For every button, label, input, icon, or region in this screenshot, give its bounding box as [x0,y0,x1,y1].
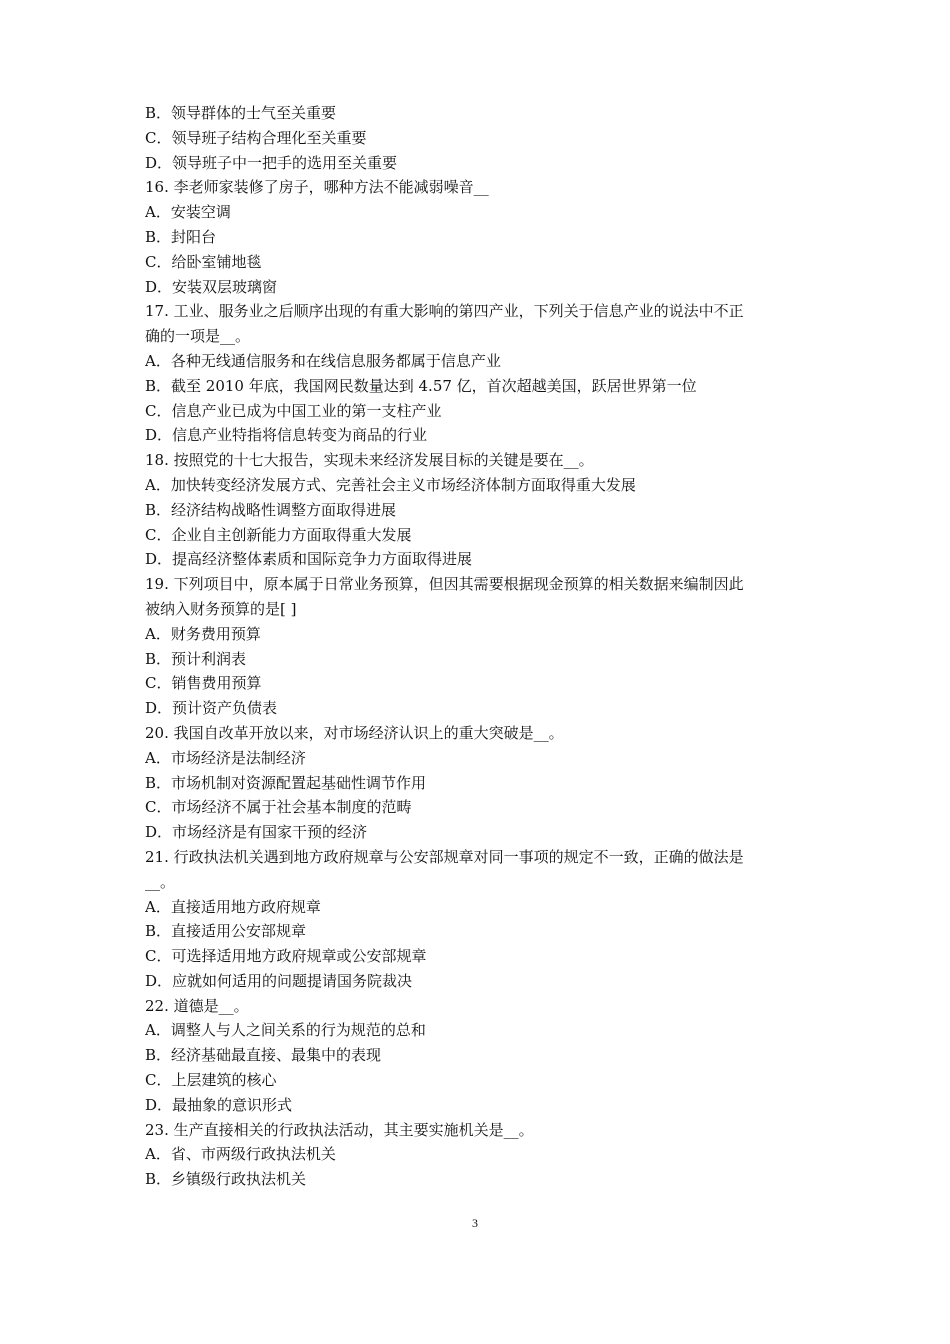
question-line: 18. 按照党的十七大报告，实现未来经济发展目标的关键是要在__。 [145,451,594,470]
option-line: C．可选择适用地方政府规章或公安部规章 [145,947,427,966]
option-line: A．加快转变经济发展方式、完善社会主义市场经济体制方面取得重大发展 [145,475,636,494]
option-line: D．安装双层玻璃窗 [145,277,278,296]
option-line: C．企业自主创新能力方面取得重大发展 [145,525,412,544]
option-line: B．封阳台 [145,227,217,246]
option-line: B．乡镇级行政执法机关 [145,1170,307,1189]
option-line: D．领导班子中一把手的选用至关重要 [145,153,398,172]
option-line: B．领导群体的士气至关重要 [145,104,337,122]
question-line: 17. 工业、服务业之后顺序出现的有重大影响的第四产业，下列关于信息产业的说法中不正 [145,302,744,321]
option-line: C．领导班子结构合理化至关重要 [145,128,367,147]
option-line: B．预计利润表 [145,649,247,668]
option-line: A．直接适用地方政府规章 [145,897,321,916]
option-line: D．预计资产负债表 [145,699,278,718]
option-line: A．各种无线通信服务和在线信息服务都属于信息产业 [145,351,501,370]
question-line: 21. 行政执法机关遇到地方政府规章与公安部规章对同一事项的规定不一致，正确的做法是 [145,847,744,866]
page-number: 3 [472,1216,478,1230]
option-line: C．市场经济不属于社会基本制度的范畴 [145,798,412,817]
option-line: D．提高经济整体素质和国际竞争力方面取得进展 [145,550,473,569]
text-line: 确的一项是__。 [145,327,251,346]
option-line: C．给卧室铺地毯 [145,252,262,271]
question-line: 16. 李老师家装修了房子，哪种方法不能减弱噪音__ [145,178,489,197]
option-line: A．调整人与人之间关系的行为规范的总和 [145,1021,426,1040]
option-line: D．信息产业特指将信息转变为商品的行业 [145,426,428,445]
option-line: A．安装空调 [145,203,231,222]
page-content [145,101,820,1192]
question-line: 20. 我国自改革开放以来，对市场经济认识上的重大突破是__。 [145,723,564,742]
option-line: A．市场经济是法制经济 [145,748,306,767]
question-line: 22. 道德是__。 [145,996,249,1015]
option-line: A．省、市两级行政执法机关 [145,1145,336,1164]
option-line: A．财务费用预算 [145,624,261,643]
question-line: 19. 下列项目中，原本属于日常业务预算，但因其需要根据现金预算的相关数据来编制因此 [145,575,744,594]
option-line: B．市场机制对资源配置起基础性调节作用 [145,773,427,792]
option-line: D．最抽象的意识形式 [145,1095,293,1114]
option-line: C．上层建筑的核心 [145,1071,277,1090]
text-line: __。 [145,872,176,891]
text-line: 被纳入财务预算的是[ ] [145,599,297,618]
option-line: B．直接适用公安部规章 [145,922,307,941]
option-line: B．经济基础最直接、最集中的表现 [145,1046,382,1065]
question-line: 23. 生产直接相关的行政执法活动，其主要实施机关是__。 [145,1120,534,1139]
option-line: D．应就如何适用的问题提请国务院裁决 [145,971,413,990]
option-line: C．销售费用预算 [145,674,262,693]
option-line: B．截至 2010 年底，我国网民数量达到 4.57 亿，首次超越美国，跃居世界第一位 [145,376,697,395]
option-line: C．信息产业已成为中国工业的第一支柱产业 [145,401,442,420]
option-line: B．经济结构战略性调整方面取得进展 [145,500,397,519]
option-line: D．市场经济是有国家干预的经济 [145,823,368,842]
